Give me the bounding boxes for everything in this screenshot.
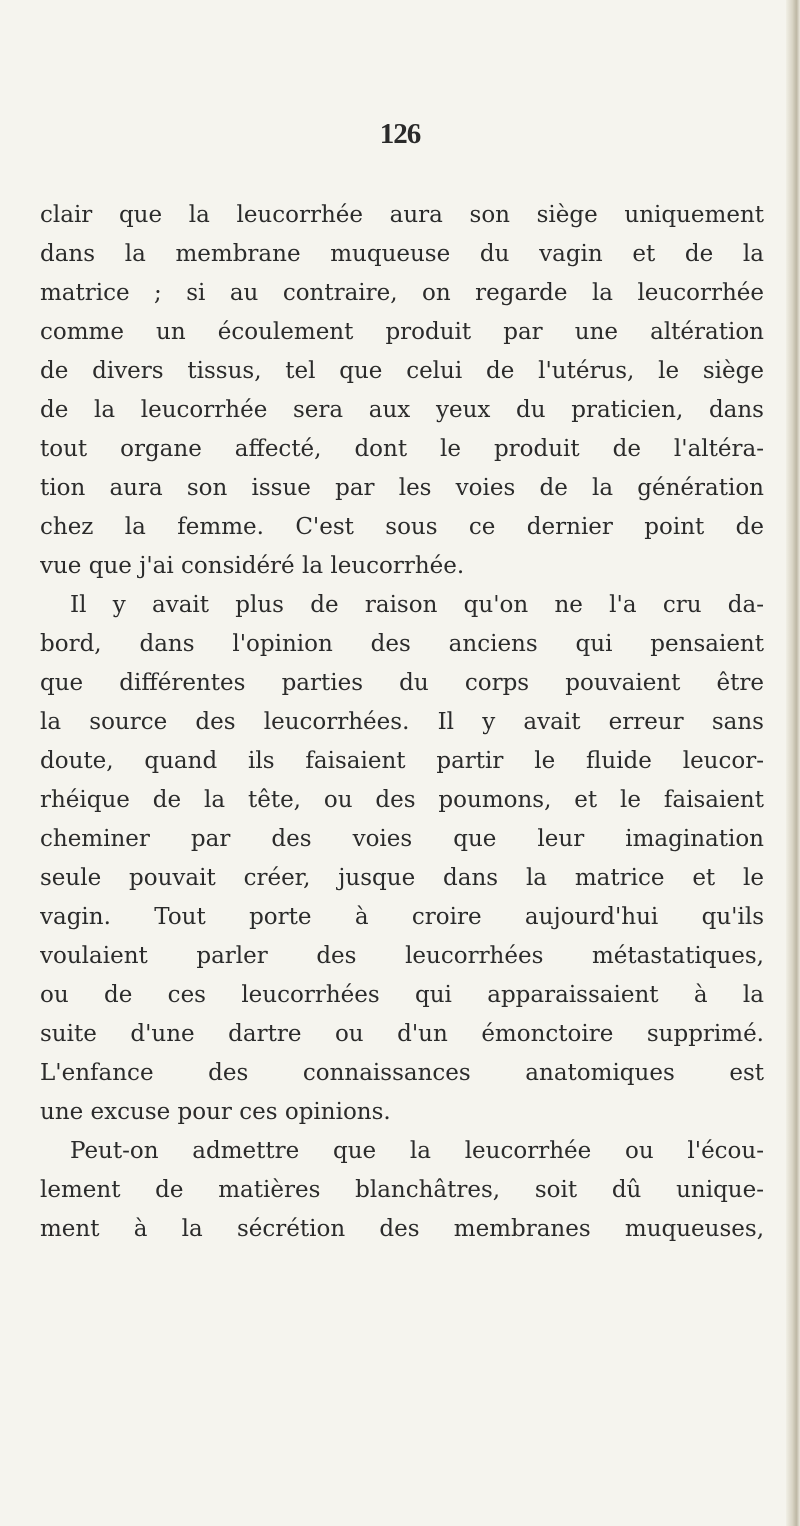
text-line: chez la femme. C'est sous ce dernier point de — [40, 514, 764, 540]
text-line: ou de ces leucorrhées qui apparaissaient à la — [40, 982, 764, 1008]
text-line: tout organe affecté, dont le produit de l'altéra- — [40, 436, 764, 462]
text-line: ment à la sécrétion des membranes muqueuses, — [40, 1216, 764, 1242]
text-line: doute, quand ils faisaient partir le fluide leucor- — [40, 748, 764, 774]
text-line: clair que la leucorrhée aura son siège uniquement — [40, 202, 764, 228]
text-line: dans la membrane muqueuse du vagin et de la — [40, 241, 764, 267]
text-line: la source des leucorrhées. Il y avait erreur sans — [40, 709, 764, 735]
text-line: que différentes parties du corps pouvaient être — [40, 670, 764, 696]
text-line: tion aura son issue par les voies de la génération — [40, 475, 764, 501]
text-line: rhéique de la tête, ou des poumons, et le faisaient — [40, 787, 764, 813]
text-line: Il y avait plus de raison qu'on ne l'a cru da- — [70, 592, 764, 618]
text-line: vagin. Tout porte à croire aujourd'hui qu'ils — [40, 904, 764, 930]
text-line: L'enfance des connaissances anatomiques est — [40, 1060, 764, 1086]
text-line: cheminer par des voies que leur imagination — [40, 826, 764, 852]
text-line: vue que j'ai considéré la leucorrhée. — [40, 553, 465, 579]
text-line: comme un écoulement produit par une altération — [40, 319, 764, 345]
text-line: suite d'une dartre ou d'un émonctoire supprimé. — [40, 1021, 764, 1047]
text-line: voulaient parler des leucorrhées métastatiques, — [40, 943, 764, 969]
text-line: matrice ; si au contraire, on regarde la leucorrhée — [40, 280, 764, 306]
text-line: une excuse pour ces opinions. — [40, 1099, 391, 1125]
text-line: seule pouvait créer, jusque dans la matrice et le — [40, 865, 764, 891]
page-number: 126 — [379, 118, 421, 150]
text-line: Peut-on admettre que la leucorrhée ou l'écou- — [70, 1138, 764, 1164]
body-text — [40, 196, 764, 1249]
page-edge — [786, 0, 800, 1526]
text-line: bord, dans l'opinion des anciens qui pensaient — [40, 631, 764, 657]
text-line: lement de matières blanchâtres, soit dû unique- — [40, 1177, 764, 1203]
text-line: de divers tissus, tel que celui de l'utérus, le siège — [40, 358, 764, 384]
text-line: de la leucorrhée sera aux yeux du praticien, dans — [40, 397, 764, 423]
